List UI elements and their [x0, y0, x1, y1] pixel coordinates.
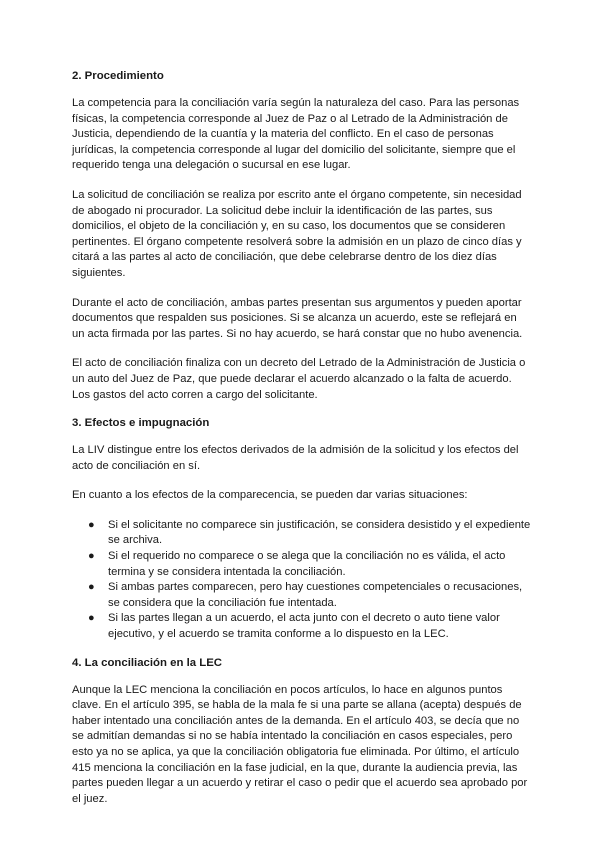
- section-procedimiento: [72, 68, 532, 403]
- section-efectos-impugnacion: [72, 415, 532, 643]
- paragraph: La competencia para la conciliación varía según la naturaleza del caso. Para las personas físicas, la competencia corresponde al Juez de Paz o al Letrado de la Administración de Justicia, dependiendo de la cuantía y la materia del conflicto. En el caso de personas jurídicas, la competencia corresponde al lugar del domicilio del solicitante, siempre que el requerido tenga una delegación o sucursal en ese lugar.: [72, 97, 520, 172]
- paragraph: En cuanto a los efectos de la comparecencia, se pueden dar varias situaciones:: [72, 489, 468, 502]
- paragraph: La solicitud de conciliación se realiza por escrito ante el órgano competente, sin necesidad de abogado ni procurador. La solicitud debe incluir la identificación de las partes, sus domicilios, el objeto de la conciliación y, en su caso, los documentos que se consideren pertinentes. El órgano competente resolverá sobre la admisión en un plazo de cinco días y citará a las partes al acto de conciliación, que debe celebrarse dentro de los diez días siguientes.: [72, 188, 522, 279]
- paragraph: La LIV distingue entre los efectos derivados de la admisión de la solicitud y los efectos del acto de conciliación en sí.: [72, 444, 519, 472]
- bullet-list: [72, 518, 532, 643]
- section-heading: 3. Efectos e impugnación: [72, 417, 210, 430]
- list-item-text: Si el requerido no comparece o se alega que la conciliación no es válida, el acto termina y se considera intentada la conciliación.: [108, 550, 506, 578]
- list-item-text: Si las partes llegan a un acuerdo, el acta junto con el decreto o auto tiene valor ejecutivo, y el acuerdo se tramita conforme a lo dispuesto en la LEC.: [108, 612, 500, 641]
- section-conciliacion-lec: [72, 655, 532, 808]
- bullet-icon: ●: [88, 581, 95, 594]
- bullet-icon: ●: [88, 550, 95, 563]
- list-item: [72, 518, 532, 549]
- paragraph: El acto de conciliación finaliza con un decreto del Letrado de la Administración de Justicia o un auto del Juez de Paz, que puede declarar el acuerdo alcanzado o la falta de acuerdo. Los gastos del acto corren a cargo del solicitante.: [72, 357, 526, 401]
- bullet-icon: ●: [88, 612, 95, 625]
- list-item: [72, 580, 532, 611]
- paragraph: Durante el acto de conciliación, ambas partes presentan sus argumentos y pueden aportar documentos que respalden sus posiciones. Si se alcanza un acuerdo, este se reflejará en un acta firmada por las partes. Si no hay acuerdo, se hará constar que no hubo avenencia.: [72, 296, 523, 340]
- section-heading: 4. La conciliación en la LEC: [72, 656, 223, 669]
- bullet-icon: ●: [88, 518, 95, 531]
- document-page: [72, 68, 532, 821]
- list-item: [72, 549, 532, 580]
- list-item-text: Si el solicitante no comparece sin justificación, se considera desistido y el expediente se archiva.: [108, 518, 531, 547]
- list-item-text: Si ambas partes comparecen, pero hay cuestiones competenciales o recusaciones, se considera que la conciliación fue intentada.: [108, 581, 523, 609]
- section-heading: 2. Procedimiento: [72, 70, 164, 82]
- paragraph: Aunque la LEC menciona la conciliación en pocos artículos, lo hace en algunos puntos clave. En el artículo 395, se habla de la mala fe si una parte se allana (acepta) después de haber intentado una conciliación antes de la demanda. En el artículo 403, se decía que no se admitían demandas si no se había intentado la conciliación en casos especiales, pero esto ya no se aplica, ya que la conciliación obligatoria fue eliminada. Por último, el artículo 415 menciona la conciliación en la fase judicial, en la que, durante la audiencia previa, las partes pueden llegar a un acuerdo y retirar el caso o pedir que el acuerdo sea aprobado por el juez.: [72, 683, 528, 805]
- list-item: [72, 611, 532, 642]
